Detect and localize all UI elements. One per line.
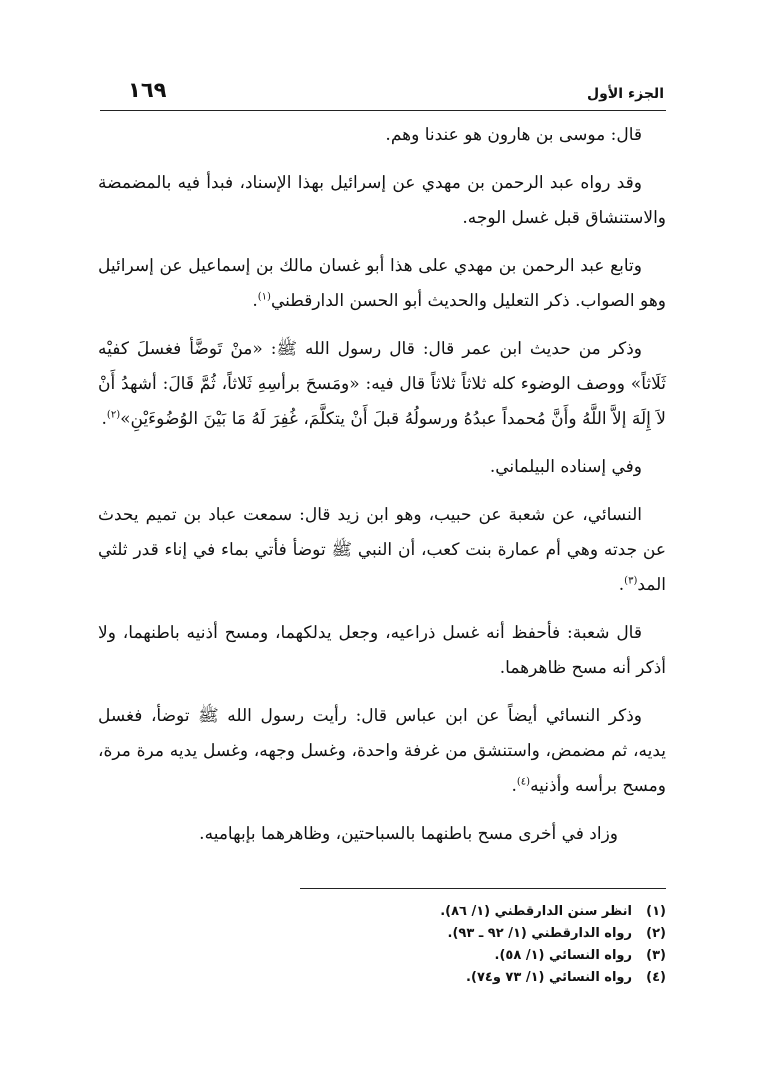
footnote xyxy=(300,945,666,967)
footnote-text: انظر سنن الدارقطني (١/ ٨٦). xyxy=(440,904,632,919)
footnote-ref: (٣) xyxy=(624,575,638,587)
paragraph: النسائي، عن شعبة عن حبيب، وهو ابن زيد قال: سمعت عباد بن تميم يحدث عن جدته وهي أم عمارة بنت كعب، أن النبي ﷺ توضأ فأتي بماء في إناء قدر ثلثي المد$^{(٣)}$. xyxy=(98,505,666,595)
footnote-number: (١) xyxy=(646,904,666,919)
footnote-ref: (٤) xyxy=(516,776,531,788)
main-text xyxy=(98,118,666,865)
footnote xyxy=(300,901,666,923)
footnote-ref: (٢) xyxy=(106,409,121,421)
footnote-text: رواه النسائي (١/ ٧٣ و٧٤). xyxy=(466,970,632,985)
running-title: الجزء الأول xyxy=(587,86,664,102)
footnotes xyxy=(300,888,666,989)
footnote xyxy=(300,967,666,989)
paragraph: وقد رواه عبد الرحمن بن مهدي عن إسرائيل بهذا الإسناد، فبدأ فيه بالمضمضة والاستنشاق قبل غسل الوجه. xyxy=(98,173,666,228)
paragraph: وذكر من حديث ابن عمر قال: قال رسول الله ﷺ: «منْ تَوضَّأ فغسلَ كفيْه ثَلَاثاً» ووصف الوضوء كله ثلاثاً ثلاثاً قال فيه: «ومَسحَ برأسِهِ ثَلاثاً، ثُمَّ قَالَ: أشهدُ أَنْ لاَ إِلَهَ إلاَّ اللَّهُ وأَنَّ مُحمداً عبدُهُ ورسولُهُ قبلَ أَنْ يتكلَّمَ، غُفِرَ لَهُ مَا بَيْنَ الوُضُوءَيْنِ»$^{(٢)}$. xyxy=(98,339,666,429)
footnote-number: (٢) xyxy=(646,926,666,941)
footnote-text: رواه النسائي (١/ ٥٨). xyxy=(494,948,632,963)
paragraph: وزاد في أخرى مسح باطنهما بالسباحتين، وظاهرهما بإبهاميه. xyxy=(199,824,618,844)
paragraph: وذكر النسائي أيضاً عن ابن عباس قال: رأيت رسول الله ﷺ توضأ، فغسل يديه، ثم مضمض، واستنشق من غرفة واحدة، وغسل وجهه، وغسل يديه مرة مرة، ومسح برأسه وأذنيه$^{(٤)}$. xyxy=(98,706,666,796)
paragraph: قال: موسى بن هارون هو عندنا وهم. xyxy=(385,125,642,145)
footnote-number: (٣) xyxy=(646,948,666,963)
page-number: ١٦٩ xyxy=(128,78,167,102)
paragraph: قال شعبة: فأحفظ أنه غسل ذراعيه، وجعل يدلكهما، ومسح أذنيه باطنهما، ولا أذكر أنه مسح ظاهرهما. xyxy=(98,623,666,678)
paragraph: وتابع عبد الرحمن بن مهدي على هذا أبو غسان مالك بن إسماعيل عن إسرائيل وهو الصواب. ذكر التعليل والحديث أبو الحسن الدارقطني$^{(١)}$. xyxy=(98,256,666,311)
footnote xyxy=(300,923,666,945)
paragraph: وفي إسناده البيلماني. xyxy=(489,457,642,477)
footnote-ref: (١) xyxy=(257,291,271,303)
footnote-text: رواه الدارقطني (١/ ٩٢ ـ ٩٣). xyxy=(447,926,632,941)
page-header xyxy=(100,76,666,111)
footnote-number: (٤) xyxy=(646,970,666,985)
